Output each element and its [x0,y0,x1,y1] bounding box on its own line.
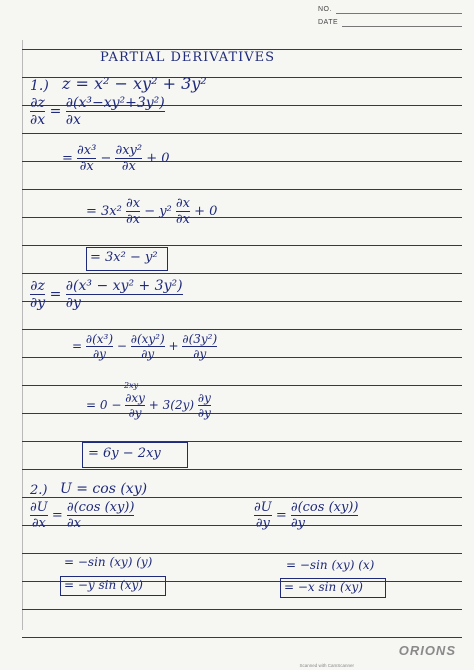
dzdy-rhs-fraction [66,279,183,310]
ruled-line [22,189,462,190]
fraction-numerator: ∂(x³ − xy² + 3y²) [65,278,183,294]
page-title: PARTIAL DERIVATIVES [100,50,276,65]
fraction-denominator: ∂y [30,295,46,311]
dudx-lhs-fraction [30,501,48,530]
step2-tail: + 0 [194,204,218,219]
y-step2-mid: + 3(2y) [148,398,195,412]
y-step1-fraction-c [182,333,217,360]
y-step2-small-note: 2xy [124,381,139,390]
fraction-denominator: ∂y [290,516,305,531]
ruled-line [22,497,462,498]
step1-fraction-b [115,144,142,173]
dudx-step: = −sin (xy) (y) [64,555,153,569]
step2-mid: − y² [144,204,172,219]
fraction-denominator: ∂x [175,212,190,227]
equals-sign: = [275,508,291,523]
fraction-numerator: ∂x³ [77,143,97,158]
equals-sign: = [49,286,66,303]
problem2-function: U = cos (xy) [60,481,148,497]
fraction-numerator: ∂U [30,500,48,515]
step1-fraction-a [77,144,96,173]
fraction-denominator: ∂x [79,159,94,174]
fraction-denominator: ∂y [128,406,142,420]
equals-sign: = [62,151,78,166]
answer-dudx: = −y sin (xy) [64,578,143,592]
fraction-numerator: ∂(cos (xy)) [66,500,135,515]
problem1-function: z = x² − xy² + 3y² [62,74,207,93]
notebook-brand-logo: ORIONS [398,643,456,658]
step2-lead: = 3x² [86,204,122,219]
y-step1-fraction-b [131,333,165,360]
dudx-rhs-fraction [67,501,135,530]
dzdy-equation [30,279,183,310]
dudy-step: = −sin (xy) (x) [286,558,375,572]
dzdx-lhs-fraction [30,96,45,127]
fraction-denominator: ∂y [65,295,81,311]
ruled-line [22,385,462,386]
fraction-numerator: ∂y [197,391,211,405]
ruled-line [22,553,462,554]
fraction-denominator: ∂y [255,516,270,531]
fraction-denominator: ∂y [92,347,106,361]
dzdy-step1 [72,333,217,360]
dudx-equation [30,501,134,530]
ruled-line [22,273,462,274]
dzdx-rhs-fraction [66,96,165,127]
y-step2-lead: = 0 − [86,398,122,412]
dzdx-step2 [86,197,217,226]
fraction-denominator: ∂y [197,406,211,420]
minus-sign: − [116,339,131,353]
fraction-numerator: ∂xy² [115,143,143,158]
fraction-denominator: ∂x [66,516,81,531]
answer-dzdy: = 6y − 2xy [88,446,161,461]
problem1-label: 1.) [30,78,49,94]
y-step2-fraction-b [198,392,211,419]
fraction-denominator: ∂x [65,112,81,128]
equals-sign: = [49,103,66,120]
header-no-label: NO. [318,6,332,13]
fraction-numerator: ∂xy [125,391,145,405]
header-date-line [342,26,462,27]
ruled-line [22,637,462,638]
step2-fraction-b [176,197,190,226]
equals-sign: = [51,508,67,523]
fraction-bar [66,294,183,295]
plus-sign: + [168,339,183,353]
y-step1-fraction-a [86,333,113,360]
problem2-label: 2.) [30,483,48,498]
dzdx-equation [30,96,165,127]
fraction-denominator: ∂y [193,347,207,361]
ruled-line [22,329,462,330]
fraction-numerator: ∂U [254,500,272,515]
dudy-rhs-fraction [291,501,359,530]
fraction-numerator: ∂(xy²) [130,332,165,346]
fraction-denominator: ∂x [31,516,46,531]
fraction-numerator: ∂x [175,196,190,211]
header-no-line [336,13,462,14]
ruled-line [22,609,462,610]
header-date-label: DATE [318,19,339,26]
dzdy-step2 [86,392,211,419]
y-step2-fraction-a [125,392,145,419]
equals-sign: = [72,339,86,353]
fraction-denominator: ∂y [141,347,155,361]
dzdy-lhs-fraction [30,279,45,310]
scanner-watermark: Scanned with CamScanner [299,663,354,668]
ruled-line [22,245,462,246]
margin-line [22,40,23,630]
fraction-numerator: ∂(x³) [85,332,114,346]
ruled-line [22,133,462,134]
fraction-denominator: ∂x [121,159,136,174]
fraction-numerator: ∂z [30,278,45,294]
fraction-numerator: ∂(x³−xy²+3y²) [65,95,165,111]
fraction-numerator: ∂(3y²) [182,332,218,346]
dzdx-step1 [62,144,170,173]
minus-sign: − [100,151,116,166]
dudy-lhs-fraction [254,501,272,530]
answer-dzdx: = 3x² − y² [90,250,158,265]
answer-dudy: = −x sin (xy) [284,580,363,594]
fraction-denominator: ∂x [30,112,46,128]
step1-tail: + 0 [146,151,170,166]
fraction-numerator: ∂x [125,196,141,211]
ruled-line [22,469,462,470]
fraction-denominator: ∂x [125,212,141,227]
dudy-equation [254,501,358,530]
step2-fraction-a [126,197,140,226]
fraction-numerator: ∂z [30,95,45,111]
fraction-numerator: ∂(cos (xy)) [290,500,359,515]
